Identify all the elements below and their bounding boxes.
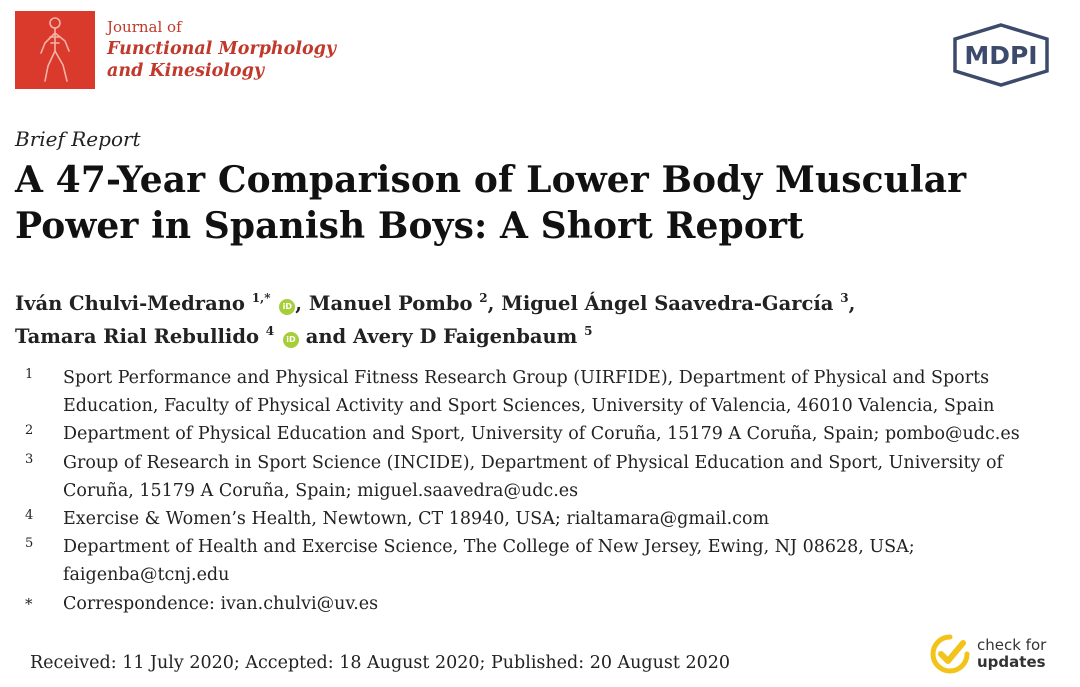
publication-dates: Received: 11 July 2020; Accepted: 18 August 2020; Published: 20 August 2020 <box>30 653 731 673</box>
author-conjunction: and <box>305 325 347 348</box>
journal-name-line2: and Kinesiology <box>107 61 265 81</box>
orcid-icon[interactable]: iD <box>279 299 295 315</box>
author-affil-sup: 4 <box>265 324 275 338</box>
affiliation-text: Department of Health and Exercise Science, The College of New Jersey, Ewing, NJ 08628, USA; faigenba@tcnj.edu <box>63 537 915 586</box>
author-name[interactable]: Avery D Faigenbaum <box>352 325 578 348</box>
author-affil-sup: 3 <box>840 291 849 305</box>
title-line-1: A 47-Year Comparison of Lower Body Muscular <box>15 159 967 201</box>
check-updates-line1: check for <box>977 636 1047 654</box>
affiliation-item <box>25 364 1075 420</box>
correspondence-mark: * <box>25 594 33 613</box>
affiliation-text: Department of Physical Education and Sport, University of Coruña, 15179 A Coruña, Spain; pombo@udc.es <box>63 424 1020 445</box>
article-type: Brief Report <box>15 127 141 151</box>
affiliation-number: 5 <box>25 536 34 552</box>
correspondence-item <box>25 590 1075 618</box>
author-affil-sup: 5 <box>584 324 593 338</box>
publisher-logo <box>951 22 1051 88</box>
affiliation-number: 2 <box>25 423 34 439</box>
check-updates-icon <box>930 634 970 674</box>
journal-logo <box>15 11 95 89</box>
author-list <box>15 287 1055 353</box>
author-affil-sup: 2 <box>479 291 488 305</box>
affiliation-number: 3 <box>25 451 34 467</box>
journal-name-line1: Functional Morphology <box>107 39 337 59</box>
affiliation-item <box>25 505 1075 533</box>
author-name[interactable]: Miguel Ángel Saavedra-García <box>501 292 834 315</box>
author-name[interactable]: Tamara Rial Rebullido <box>15 325 259 348</box>
correspondence-text: Correspondence: ivan.chulvi@uv.es <box>63 593 379 614</box>
affiliation-item <box>25 533 1075 589</box>
author-separator: , <box>295 292 303 315</box>
publisher-name: MDPI <box>964 41 1038 70</box>
running-figure-icon <box>15 11 95 89</box>
affiliation-item <box>25 449 1075 505</box>
affiliation-text: Sport Performance and Physical Fitness Research Group (UIRFIDE), Department of Physical and Sports Education, Faculty of Physical Activity and Sport Sciences, University of Valencia, 46010 Valencia, Spain <box>63 368 995 417</box>
author-separator: , <box>487 292 495 315</box>
affiliation-number: 4 <box>25 508 34 524</box>
check-for-updates-button[interactable] <box>930 634 1060 674</box>
author-affil-sup: 1,* <box>251 291 271 305</box>
author-separator: , <box>848 292 856 315</box>
affiliation-text: Group of Research in Sport Science (INCIDE), Department of Physical Education and Sport, University of Coruña, 15179 A Coruña, Spain; miguel.saavedra@udc.es <box>63 452 1003 501</box>
author-line-1 <box>15 287 1055 320</box>
author-line-2 <box>15 320 1055 353</box>
author-name[interactable]: Manuel Pombo <box>308 292 473 315</box>
paper-title <box>15 157 1015 249</box>
title-line-2: Power in Spanish Boys: A Short Report <box>15 205 804 247</box>
affiliation-list <box>25 364 1075 618</box>
journal-title <box>107 16 336 82</box>
affiliation-number: 1 <box>25 367 34 382</box>
affiliation-item <box>25 420 1075 448</box>
affiliation-text: Exercise & Women’s Health, Newtown, CT 18940, USA; rialtamara@gmail.com <box>63 509 770 530</box>
orcid-icon[interactable]: iD <box>283 332 299 348</box>
check-updates-line2: updates <box>977 653 1046 671</box>
journal-prefix: Journal of <box>107 18 182 36</box>
author-name[interactable]: Iván Chulvi-Medrano <box>15 292 245 315</box>
